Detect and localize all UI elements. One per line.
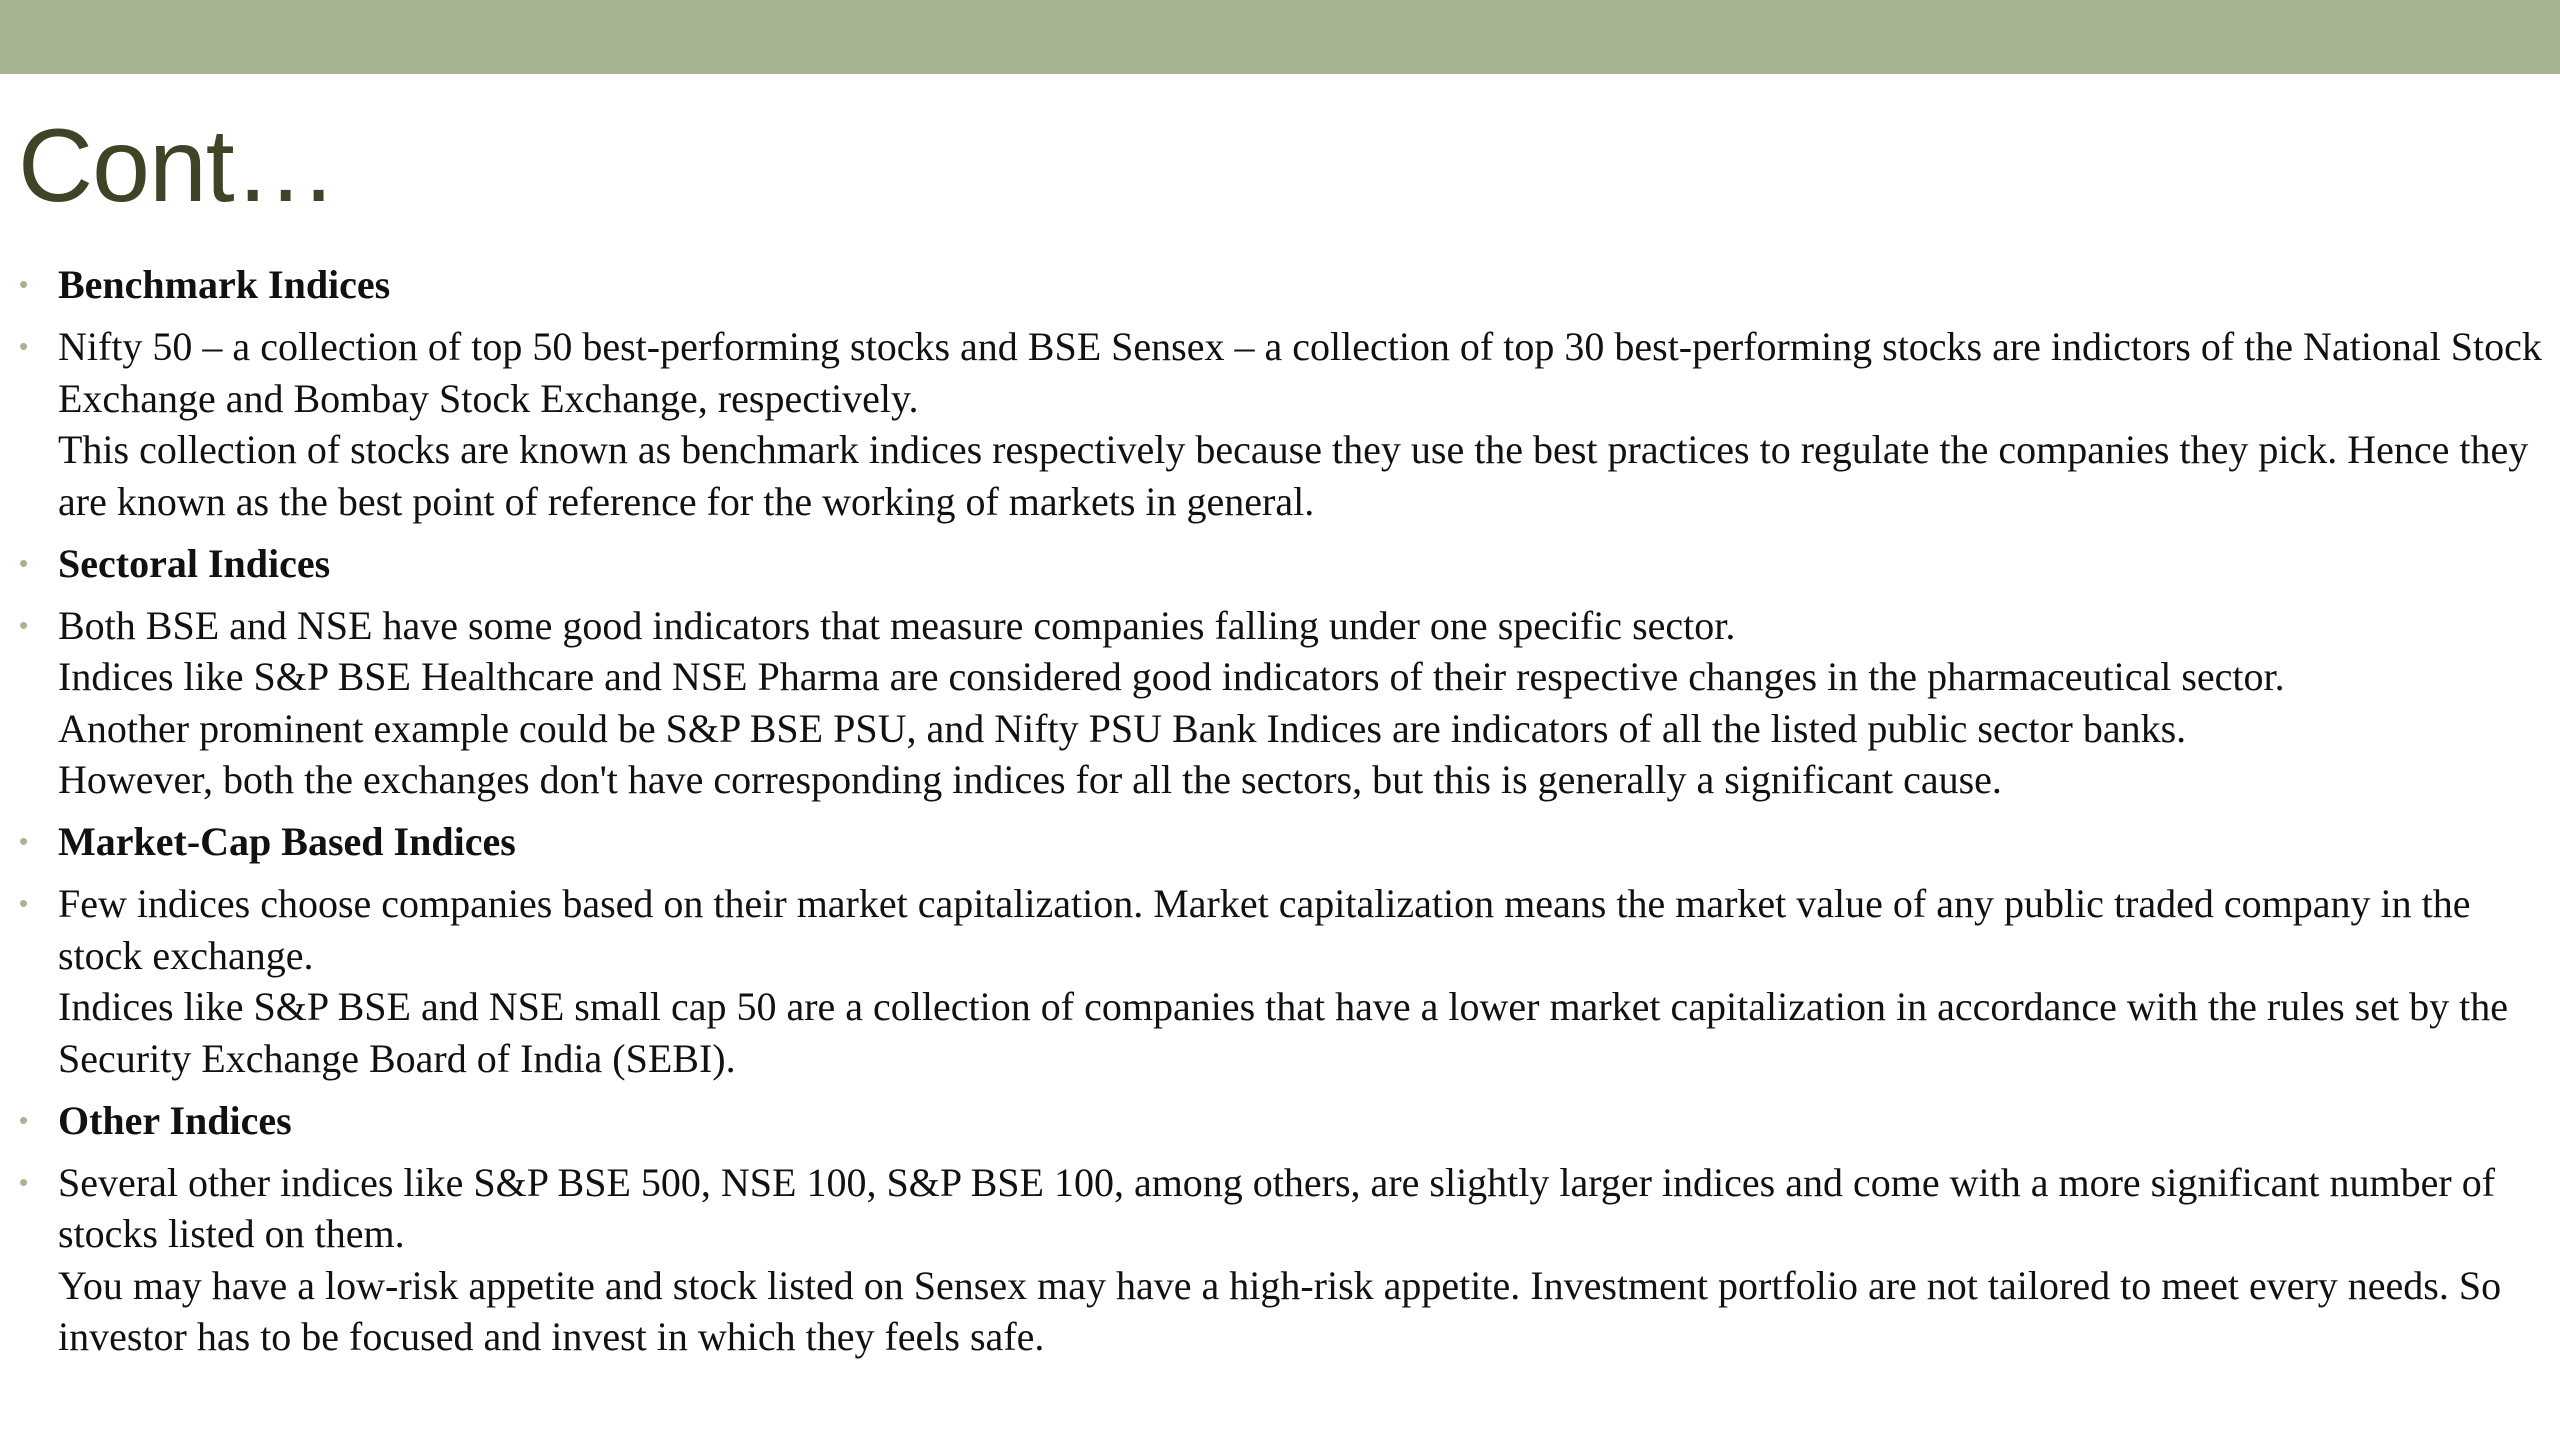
bullet-list [0,259,2545,1373]
body-paragraph: However, both the exchanges don't have corresponding indices for all the sectors, but this is generally a significant cause. [58,757,2002,802]
body-paragraph: This collection of stocks are known as benchmark indices respectively because they use the best practices to regulate the companies they pick. Hence they are known as the best point of reference for the working of markets in general. [58,427,2529,524]
body-paragraph: Few indices choose companies based on their market capitalization. Market capitalization means the market value of any public traded company in the stock exchange. [58,881,2471,978]
bullet-body-benchmark [0,321,2545,527]
heading-text: Market-Cap Based Indices [58,819,516,864]
bullet-body-market-cap [0,878,2545,1084]
heading-text: Sectoral Indices [58,540,331,586]
bullet-icon: • [19,1104,29,1135]
bullet-icon: • [19,888,29,918]
header-accent-bar [0,0,2560,74]
heading-text: Other Indices [58,1097,292,1143]
bullet-icon: • [19,547,29,578]
bullet-icon: • [19,826,29,856]
bullet-heading-benchmark [0,259,2545,311]
bullet-heading-market-cap [0,816,2545,868]
bullet-heading-other [0,1095,2545,1147]
bullet-icon: • [19,269,29,299]
body-paragraph: You may have a low-risk appetite and stock listed on Sensex may have a high-risk appetite. Investment portfolio are not tailored to meet every needs. So investor has to be focused and invest in which they feels safe. [58,1262,2502,1359]
bullet-body-other [0,1157,2545,1363]
bullet-heading-sectoral [0,538,2545,590]
body-paragraph: Both BSE and NSE have some good indicators that measure companies falling under one specific sector. [58,602,1736,648]
heading-text: Benchmark Indices [58,262,391,307]
body-paragraph: Indices like S&P BSE and NSE small cap 50 are a collection of companies that have a lower market capitalization in accordance with the rules set by the Security Exchange Board of India (SEBI). [58,984,2508,1081]
bullet-body-sectoral [0,600,2545,806]
body-paragraph: Indices like S&P BSE Healthcare and NSE Pharma are considered good indicators of their respective changes in the pharmaceutical sector. [58,654,2285,699]
bullet-icon: • [19,1166,29,1197]
body-paragraph: Nifty 50 – a collection of top 50 best-performing stocks and BSE Sensex – a collection of top 30 best-performing stocks are indictors of the National Stock Exchange and Bombay Stock Exchange, respectively. [58,324,2542,421]
bullet-icon: • [19,609,29,640]
slide-title: Cont… [18,108,337,224]
body-paragraph: Several other indices like S&P BSE 500, NSE 100, S&P BSE 100, among others, are slightly larger indices and come with a more significant number of stocks listed on them. [58,1159,2496,1256]
body-paragraph: Another prominent example could be S&P BSE PSU, and Nifty PSU Bank Indices are indicators of all the listed public sector banks. [58,705,2187,751]
bullet-icon: • [19,331,29,361]
